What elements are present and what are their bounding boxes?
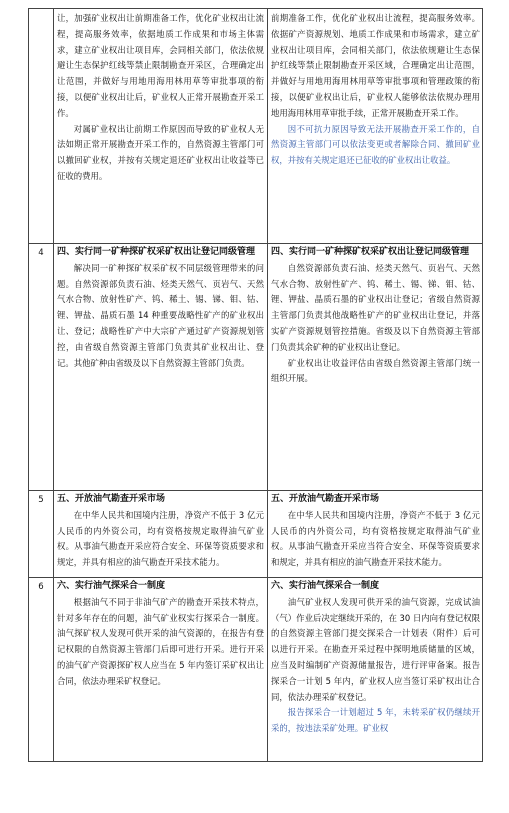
row-divider-4 <box>29 243 482 244</box>
paragraph: 对属矿业权出让前期工作原因而导致的矿业权人无法如期正常开展勘查开采工作的，自然资源主管部门可以撤回矿业权，并按有关规定退还矿业权出让收益等已征收的费用。 <box>57 123 264 181</box>
section-heading: 六、实行油气探采合一制度 <box>57 581 166 591</box>
row-5-left-cell <box>54 492 267 576</box>
comparison-table <box>28 8 483 762</box>
paragraph: 在中华人民共和国境内注册，净资产不低于 3 亿元人民币的内外资公司，均有资格按规定取得油气矿业权。从事油气勘查开采应符合安全、环保等资质要求和规定，并具有相应的油气勘查开采技术能力。 <box>57 509 264 568</box>
row-number: 5 <box>38 495 44 505</box>
paragraph: 让，加强矿业权出让前期准备工作，优化矿业权出让流程，提高服务效率，依据地质工作成果和市场主体需求，建立矿业权出让项目库，会同相关部门，依法依规避让生态保护红线等禁止限制勘查开采区，合理确定出让范围，并做好与用地用海用林用草等审批事项的衔接，以便矿业权出让后，矿业权人正常开展勘查开采工作。 <box>57 13 264 118</box>
paragraph: 根据油气不同于非油气矿产的勘查开采技术特点，针对多年存在的问题，油气矿业权实行探采合一制度。油气探矿权人发现可供开采的油气资源的，在报告有登记权限的自然资源主管部门后即可进行开采。进行开采的油气矿产资源探矿权人应当在 5 年内签订采矿权出让合同，依法办理采矿权登记。 <box>57 596 264 686</box>
paragraph: 自然资源部负责石油、烃类天然气、页岩气、天然气水合物、放射性矿产、钨、稀土、锡、锑、钼、钴、锂、钾盐、晶质石墨的矿业权出让登记；省级自然资源主管部门负责其他战略性矿产的矿业权出让登记，并落实矿产资源规划管控措施。省级及以下自然资源主管部门负责其余矿种的矿业权出让登记。 <box>271 262 480 352</box>
row-divider-6 <box>29 577 482 578</box>
section-heading: 六、实行油气探采合一制度 <box>271 581 380 591</box>
row-6-right-cell <box>268 579 483 761</box>
row-4-right-cell <box>268 245 483 489</box>
section-heading: 四、实行同一矿种探矿权采矿权出让登记同级管理 <box>271 247 470 257</box>
row-number: 6 <box>38 582 44 592</box>
section-heading: 四、实行同一矿种探矿权采矿权出让登记同级管理 <box>57 247 256 257</box>
row-4-left-cell <box>54 245 267 489</box>
section-heading: 五、开放油气勘查开采市场 <box>271 494 380 504</box>
row-5-right-cell <box>268 492 483 576</box>
section-heading: 五、开放油气勘查开采市场 <box>57 494 166 504</box>
row-6-left-cell <box>54 579 267 761</box>
row-0-right-cell <box>268 11 483 241</box>
row-0-left-cell <box>54 11 267 241</box>
paragraph: 油气矿业权人发现可供开采的油气资源，完成试油（气）作业后决定继续开采的，在 30 日内向有登记权限的自然资源主管部门提交探采合一计划表（附件）后可以进行开采。在勘查开采过程中探明地质储量的区域，应当及时编制矿产资源储量报告，进行评审备案。报告探采合一计划 5 年内，矿业权人应当签订采矿权出让合同，依法办理采矿权登记。 <box>271 596 480 702</box>
paragraph: 矿业权出让收益评估由省级自然资源主管部门统一组织开展。 <box>271 357 480 384</box>
paragraph: 前期准备工作，优化矿业权出让流程，提高服务效率。依据矿产资源规划、地质工作成果和市场需求，建立矿业权出让项目库，会同相关部门，依法依规避让生态保护红线等禁止限制勘查开采区域，合理确定出让范围，并做好与用地用海用林用草等审批事项和管理政策的衔接，以便矿业权出让后，矿业权人能够依法依规办理用地用海用林用草审批手续，正常开展勘查开采工作。 <box>271 13 480 118</box>
row-divider-5 <box>29 490 482 491</box>
paragraph: 因不可抗力原因导致无法开展勘查开采工作的，自然资源主管部门可以依法变更或者解除合同、撤回矿业权，并按有关规定退还已征收的矿业权出让收益。 <box>271 123 480 166</box>
row-number: 4 <box>38 248 44 258</box>
paragraph: 报告探采合一计划超过 5 年，未转采矿权仍继续开采的，按违法采矿处理。矿业权 <box>271 707 480 734</box>
paragraph: 在中华人民共和国境内注册，净资产不低于 3 亿元人民币的内外资公司，均有资格按规定取得油气矿业权。从事油气勘查开采应当符合安全、环保等资质要求和规定，并具有相应的油气勘查开采技术能力。 <box>271 509 480 568</box>
paragraph: 解决同一矿种探矿权采矿权不同层级管理带来的问题。自然资源部负责石油、烃类天然气、页岩气、天然气水合物、放射性矿产、钨、稀土、锡、锑、钼、钴、锂、钾盐、晶质石墨 14 种重要战略性矿产的矿业权出让、登记；战略性矿产中大宗矿产通过矿产资源规划管控，由省级自然资源主管部门负责其矿业权出让、登记。其他矿种由省级及以下自然资源主管部门负责。 <box>57 262 264 368</box>
